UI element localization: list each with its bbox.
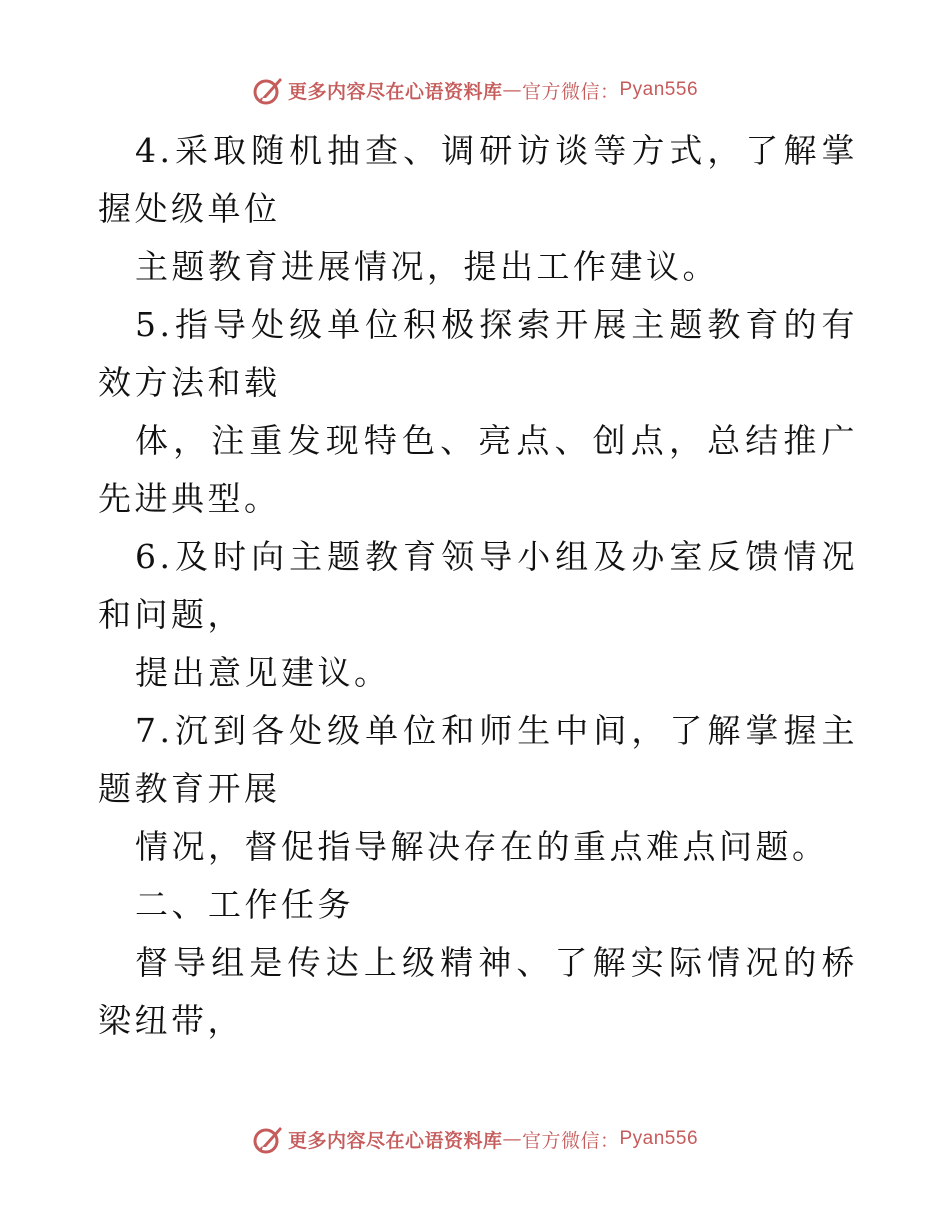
header-watermark — [0, 70, 950, 110]
paragraph-item-7: 7.沉到各处级单位和师生中间，了解掌握主题教育开展 — [98, 711, 858, 808]
paragraph-section-intro: 督导组是传达上级精神、了解实际情况的桥梁纽带， — [98, 943, 858, 1040]
document-body — [98, 122, 858, 1050]
paragraph-item-6-cont: 提出意见建议。 — [135, 653, 391, 692]
paragraph-item-6: 6.及时向主题教育领导小组及办室反馈情况和问题， — [98, 537, 858, 634]
footer-watermark — [0, 1119, 950, 1159]
section-heading: 二、工作任务 — [135, 885, 354, 924]
watermark-brand: 更多内容尽在心语资料库 — [287, 80, 503, 103]
feather-pen-logo-icon — [252, 1123, 284, 1155]
paragraph-item-7-cont: 情况，督促指导解决存在的重点难点问题。 — [135, 827, 829, 866]
paragraph-item-4: 4.采取随机抽查、调研访谈等方式，了解掌握处级单位 — [98, 131, 858, 228]
paragraph-item-5-cont: 体，注重发现特色、亮点、创点，总结推广先进典型。 — [98, 421, 858, 518]
watermark-separator: — — [502, 1128, 522, 1150]
watermark-separator: — — [502, 79, 522, 101]
watermark-wechat-id: Pyan556 — [619, 79, 699, 100]
watermark-official: 官方微信： — [521, 80, 620, 103]
watermark-official: 官方微信： — [521, 1129, 620, 1152]
watermark-brand: 更多内容尽在心语资料库 — [287, 1129, 503, 1152]
paragraph-item-5: 5.指导处级单位积极探索开展主题教育的有效方法和载 — [98, 305, 858, 402]
feather-pen-logo-icon — [252, 74, 284, 106]
paragraph-item-4-cont: 主题教育进展情况，提出工作建议。 — [135, 247, 719, 286]
watermark-wechat-id: Pyan556 — [619, 1128, 699, 1149]
